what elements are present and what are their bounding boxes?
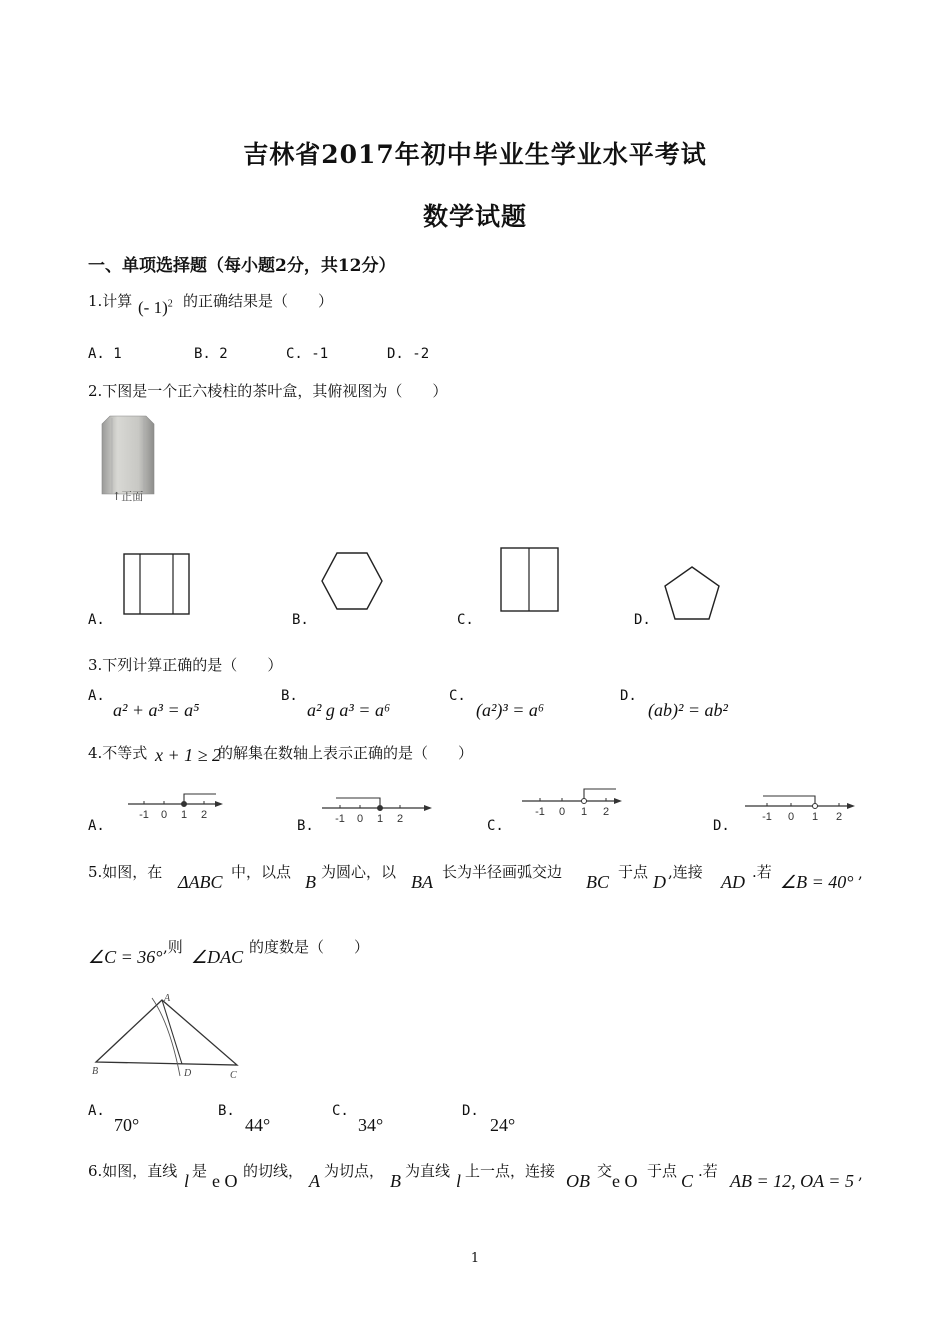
vertex-d: D xyxy=(184,1068,192,1079)
q5-point-b: B xyxy=(305,872,316,892)
q5-text-2: 中，以点 xyxy=(231,863,292,881)
q5-point-d: D xyxy=(653,872,666,892)
tick-label: 2 xyxy=(200,809,208,821)
endpoint-dot xyxy=(182,802,187,807)
q5-label-b: B. xyxy=(218,1103,235,1119)
endpoint-dot xyxy=(813,804,818,809)
q6-seg-ob: OB xyxy=(566,1171,590,1191)
page-title: 吉林省2017年初中毕业生学业水平考试 xyxy=(243,140,707,169)
option-c-figure xyxy=(500,547,560,613)
q5-comma: , xyxy=(858,864,863,882)
q5-angle-dac: ∠DAC xyxy=(191,947,244,967)
q6-text-6: 上一点，连接 xyxy=(465,1162,556,1180)
q4-label-d: D. xyxy=(713,818,730,834)
solution-bracket xyxy=(763,796,815,806)
q6-text-8: 于点 xyxy=(647,1162,678,1180)
axis-arrow xyxy=(847,803,855,809)
tick-label: 1 xyxy=(811,811,819,823)
page-number: 1 xyxy=(470,1251,480,1266)
tick-label: 0 xyxy=(787,811,795,823)
q3-option-d: (ab)² = ab² xyxy=(648,700,728,720)
q4-stem-pre: 4.不等式 xyxy=(88,744,148,762)
q5-seg-bc: BC xyxy=(586,872,610,892)
solution-bracket xyxy=(336,798,380,808)
q5-label-c: C. xyxy=(332,1103,349,1119)
q1-option-b: B. 2 xyxy=(194,346,228,362)
photo-caption: ↑正面 xyxy=(112,490,144,503)
tick-label: 1 xyxy=(376,813,384,825)
q2-label-d: D. xyxy=(634,612,651,628)
q6-circle-o2: e O xyxy=(612,1171,638,1191)
option-a-figure xyxy=(123,553,191,615)
q1-option-a: A. 1 xyxy=(88,346,122,362)
tick-label: -1 xyxy=(139,809,149,821)
q6-text-4: 为切点， xyxy=(324,1162,385,1180)
q6-point-a: A xyxy=(309,1171,320,1191)
q3-option-b: a² g a³ = a⁶ xyxy=(307,700,391,720)
q5-label-a: A. xyxy=(88,1103,105,1119)
q1-stem-pre: 1.计算 xyxy=(88,292,133,310)
q2-label-b: B. xyxy=(292,612,309,628)
number-line-b xyxy=(322,792,432,826)
number-line-a xyxy=(128,788,223,822)
q1-option-c: C. -1 xyxy=(286,346,329,362)
q5-seg-ba: BA xyxy=(411,872,433,892)
q3-option-c: (a²)³ = a⁶ xyxy=(476,700,545,720)
tick-label: 0 xyxy=(558,806,566,818)
q5-text-4: 长为半径画弧交边 xyxy=(442,863,563,881)
q5-text-5: 于点 xyxy=(618,863,649,881)
solution-bracket xyxy=(584,789,616,801)
q6-condition: AB = 12, OA = 5 xyxy=(730,1171,854,1191)
q5-text-3: 为圆心，以 xyxy=(321,863,397,881)
q2-label-a: A. xyxy=(88,612,105,628)
q6-text-5: 为直线 xyxy=(405,1162,451,1180)
tea-box-photo xyxy=(98,414,158,486)
q5-value-d: 24° xyxy=(490,1115,516,1135)
number-line-d xyxy=(745,790,855,824)
q6-text-9: .若 xyxy=(698,1162,718,1180)
q4-expression: x + 1 ≥ 2 xyxy=(155,745,222,765)
q5-text-8: ,则 xyxy=(163,938,183,956)
q4-label-a: A. xyxy=(88,818,105,834)
q6-text-7: 交 xyxy=(597,1162,613,1180)
q5-value-a: 70° xyxy=(114,1115,140,1135)
q5-seg-ad: AD xyxy=(721,872,745,892)
tick-label: 2 xyxy=(396,813,404,825)
q1-expression: (- 1)$^2$ xyxy=(138,298,173,317)
q6-line-l2: l xyxy=(456,1171,462,1191)
q5-text-9: 的度数是（ ） xyxy=(249,938,370,956)
q5-angle-c: ∠C = 36° xyxy=(88,947,163,967)
option-d-figure xyxy=(662,565,722,621)
tick-label: 0 xyxy=(160,809,168,821)
endpoint-dot xyxy=(582,799,587,804)
number-line-c xyxy=(522,785,622,819)
tick-label: 0 xyxy=(356,813,364,825)
q6-line-l: l xyxy=(184,1171,190,1191)
q5-triangle: ΔABC xyxy=(178,872,223,892)
tick-label: -1 xyxy=(335,813,345,825)
q1-stem-post: 的正确结果是（ ） xyxy=(183,292,334,310)
q4-stem-post: 的解集在数轴上表示正确的是（ ） xyxy=(218,744,474,762)
q4-label-b: B. xyxy=(297,818,314,834)
triangle-figure xyxy=(90,994,250,1084)
tick-label: 1 xyxy=(180,809,188,821)
q5-value-b: 44° xyxy=(245,1115,271,1135)
q3-stem: 3.下列计算正确的是（ ） xyxy=(88,656,283,674)
tick-label: 2 xyxy=(602,806,610,818)
tick-label: -1 xyxy=(762,811,772,823)
solution-bracket xyxy=(184,794,216,804)
vertex-b: B xyxy=(92,1066,99,1077)
q6-text-1: 6.如图，直线 xyxy=(88,1162,178,1180)
q6-end-comma: , xyxy=(858,1165,863,1183)
q6-text-2: 是 xyxy=(192,1162,208,1180)
q1-option-d: D. -2 xyxy=(387,346,430,362)
q5-text-1: 5.如图，在 xyxy=(88,863,163,881)
vertex-c: C xyxy=(230,1070,237,1081)
q5-value-c: 34° xyxy=(358,1115,384,1135)
q6-point-c: C xyxy=(681,1171,694,1191)
q2-stem: 2.下图是一个正六棱柱的茶叶盒，其俯视图为（ ） xyxy=(88,382,448,400)
q5-angle-b: ∠B = 40° xyxy=(780,872,854,892)
axis-arrow xyxy=(614,798,622,804)
q4-label-c: C. xyxy=(487,818,504,834)
q5-text-6: ,连接 xyxy=(668,863,703,881)
vertex-a: A xyxy=(164,993,171,1004)
endpoint-dot xyxy=(378,806,383,811)
q3-label-a: A. xyxy=(88,688,105,704)
q3-label-b: B. xyxy=(281,688,298,704)
q6-circle-o: e O xyxy=(212,1171,238,1191)
q5-label-d: D. xyxy=(462,1103,479,1119)
q3-label-c: C. xyxy=(449,688,466,704)
q5-text-7: .若 xyxy=(752,863,772,881)
tick-label: 2 xyxy=(835,811,843,823)
tick-label: -1 xyxy=(535,806,545,818)
axis-arrow xyxy=(424,805,432,811)
q6-point-b: B xyxy=(390,1171,401,1191)
q6-text-3: 的切线， xyxy=(243,1162,304,1180)
q2-label-c: C. xyxy=(457,612,474,628)
q3-option-a: a² + a³ = a⁵ xyxy=(113,700,200,720)
tick-label: 1 xyxy=(580,806,588,818)
q3-label-d: D. xyxy=(620,688,637,704)
section-heading: 一、单项选择题（每小题2分，共12分） xyxy=(88,256,396,276)
option-b-figure xyxy=(321,551,383,611)
axis-arrow xyxy=(215,801,223,807)
page-subtitle: 数学试题 xyxy=(422,202,527,231)
